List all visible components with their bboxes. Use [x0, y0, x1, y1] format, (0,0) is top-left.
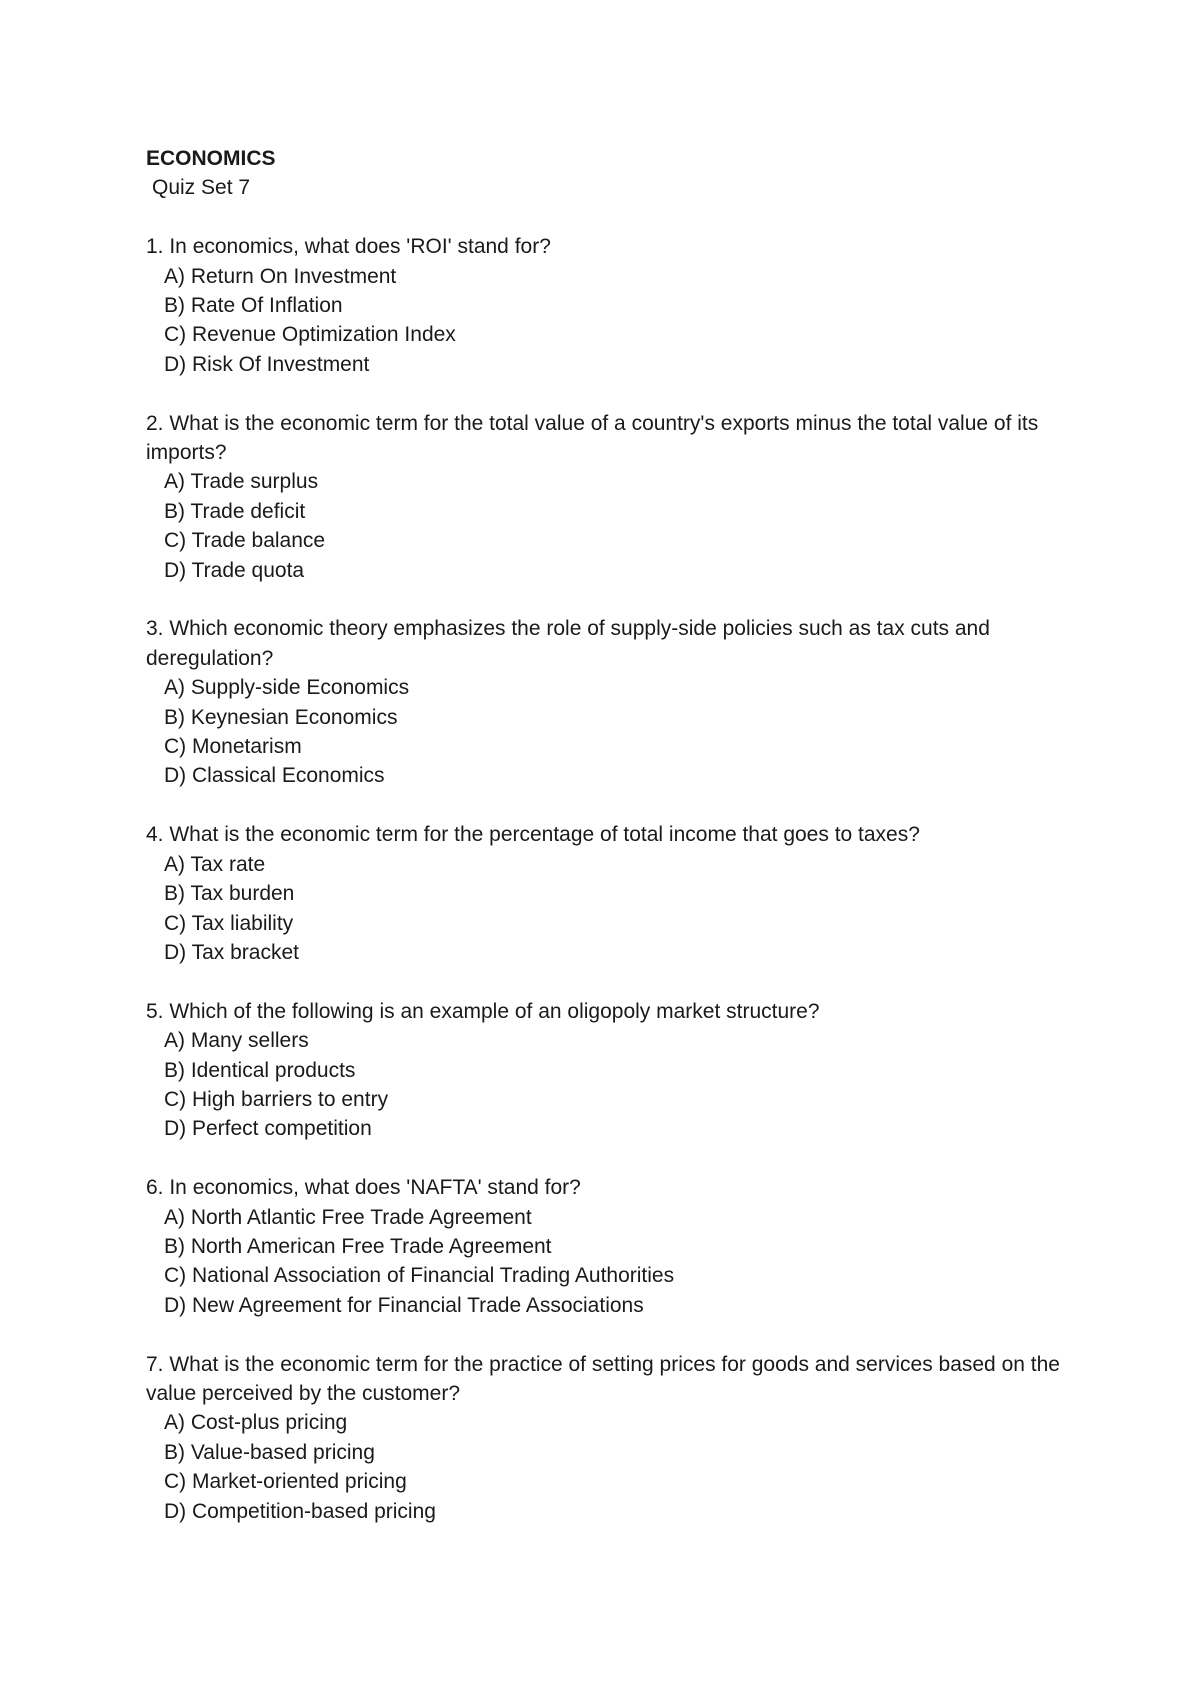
option-b: B) Identical products	[164, 1058, 356, 1082]
question-5	[146, 997, 1076, 1144]
question-text: 4. What is the economic term for the percentage of total income that goes to taxes?	[146, 823, 920, 847]
option-list	[146, 1203, 1076, 1321]
option-a: A) Return On Investment	[164, 264, 397, 288]
question-text: 6. In economics, what does 'NAFTA' stand for?	[146, 1176, 581, 1200]
option-c: C) High barriers to entry	[164, 1087, 389, 1111]
question-6	[146, 1173, 1076, 1320]
question-text: 2. What is the economic term for the total value of a country's exports minus the total value of its imports?	[146, 411, 1039, 465]
option-d: D) Classical Economics	[164, 764, 385, 788]
option-d: D) Tax bracket	[164, 940, 299, 964]
option-b: B) Rate Of Inflation	[164, 294, 343, 318]
option-list	[146, 262, 1076, 380]
option-d: D) Risk Of Investment	[164, 352, 370, 376]
question-4	[146, 820, 1076, 967]
option-list	[146, 1026, 1076, 1144]
question-text: 7. What is the economic term for the practice of setting prices for goods and services based on the value perceived by the customer?	[146, 1352, 1060, 1405]
option-c: C) Tax liability	[164, 911, 294, 935]
question-3	[146, 614, 1076, 790]
question-text: 5. Which of the following is an example of an oligopoly market structure?	[146, 999, 820, 1023]
option-a: A) Tax rate	[164, 852, 266, 876]
question-text: 3. Which economic theory emphasizes the role of supply-side policies such as tax cuts and deregulation?	[146, 617, 990, 670]
option-a: A) Supply-side Economics	[164, 676, 410, 700]
option-b: B) Tax burden	[164, 882, 295, 906]
option-a: A) Trade surplus	[164, 470, 319, 494]
option-d: D) Competition-based pricing	[164, 1499, 436, 1523]
option-b: B) North American Free Trade Agreement	[164, 1234, 552, 1258]
question-7	[146, 1350, 1076, 1526]
option-a: A) Cost-plus pricing	[164, 1411, 348, 1435]
option-list	[146, 673, 1076, 791]
option-c: C) Market-oriented pricing	[164, 1470, 407, 1494]
option-d: D) Trade quota	[164, 558, 305, 582]
question-text: 1. In economics, what does 'ROI' stand for?	[146, 235, 551, 259]
question-1	[146, 232, 1076, 379]
question-2	[146, 409, 1076, 585]
option-b: B) Trade deficit	[164, 499, 306, 523]
option-c: C) Monetarism	[164, 735, 302, 759]
option-a: A) North Atlantic Free Trade Agreement	[164, 1205, 532, 1229]
option-list	[146, 850, 1076, 968]
document-title: ECONOMICS	[146, 147, 276, 170]
document-content	[146, 144, 1076, 1526]
option-b: B) Value-based pricing	[164, 1440, 375, 1464]
option-d: D) Perfect competition	[164, 1117, 372, 1141]
option-a: A) Many sellers	[164, 1029, 309, 1053]
option-c: C) Revenue Optimization Index	[164, 323, 456, 347]
option-b: B) Keynesian Economics	[164, 705, 398, 729]
option-list	[146, 1408, 1076, 1526]
option-list	[146, 467, 1076, 585]
option-d: D) New Agreement for Financial Trade Associations	[164, 1293, 644, 1317]
option-c: C) National Association of Financial Trading Authorities	[164, 1264, 675, 1288]
option-c: C) Trade balance	[164, 529, 326, 553]
document-subtitle: Quiz Set 7	[152, 176, 251, 200]
